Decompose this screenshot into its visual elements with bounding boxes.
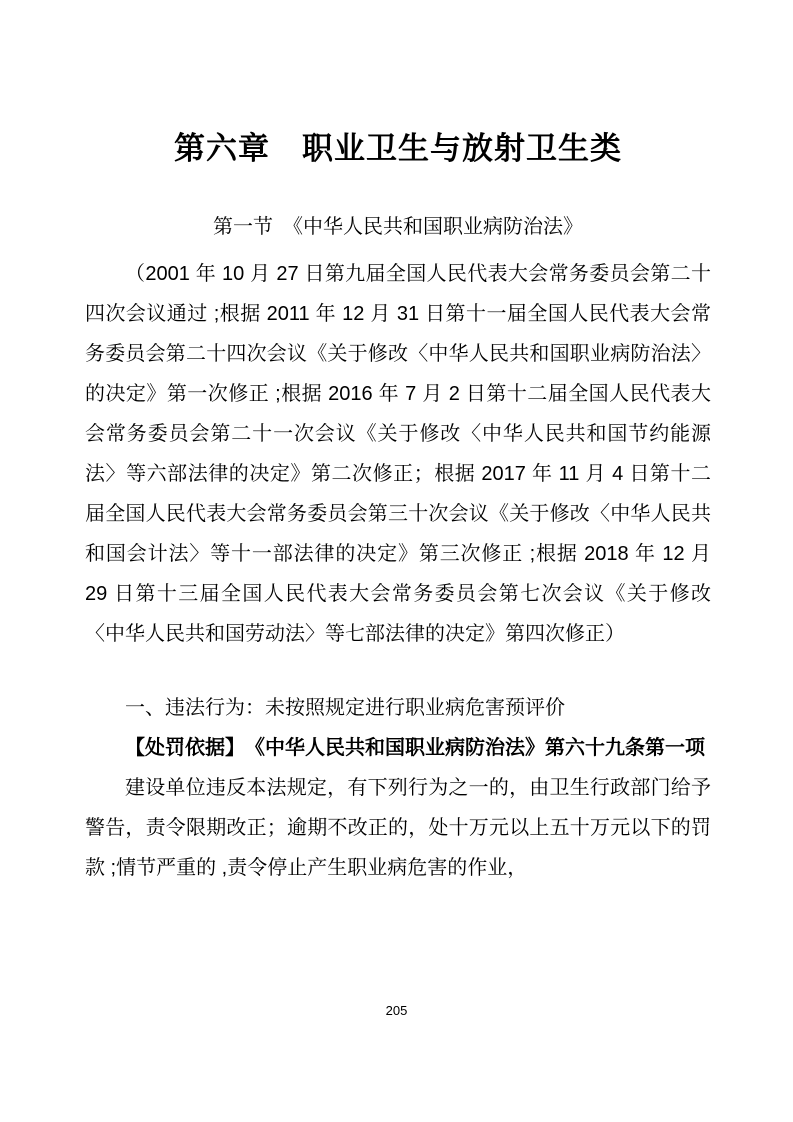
chapter-title: 第六章 职业卫生与放射卫生类 (174, 131, 622, 166)
section-title: 第一节 《中华人民共和国职业病防治法》 (213, 216, 583, 238)
amendment-history-paragraph: （2001 年 10 月 27 日第九届全国人民代表大会常务委员会第二十四次会议通过 ;根据 2011 年 12 月 31 日第十一届全国人民代表大会常务委员会第二十四次会议《关于修改〈中华人民共和国职业病防治法〉的决定》第一次修正 ;根据 2016 年 7 月 2 日第十二届全国人民代表大会常务委员会第二十一次会议《关于修改〈中华人民共和国节约能源法〉等六部法律的决定》第二次修正；根据 2017 年 11 月 4 日第十二届全国人民代表大会常务委员会第三十次会议《关于修改〈中华人民共和国会计法〉等十一部法律的决定》第三次修正 ;根据 2018 年 12 月 29 日第十三届全国人民代表大会常务委员会第七次会议《关于修改〈中华人民共和国劳动法〉等七部法律的决定》第四次修正） (85, 263, 711, 645)
violation-item-heading: 一、违法行为：未按照规定进行职业病危害预评价 (125, 697, 565, 719)
page-number: 205 (385, 1003, 408, 1018)
page-content (85, 130, 711, 888)
provision-body-paragraph: 建设单位违反本法规定，有下列行为之一的，由卫生行政部门给予警告，责令限期改正；逾期不改正的，处十万元以上五十万元以下的罚款 ;情节严重的 ,责令停止产生职业病危害的作业， (85, 777, 711, 879)
penalty-basis-heading: 【处罚依据】 《中华人民共和国职业病防治法》第六十九条第一项 (125, 737, 705, 759)
